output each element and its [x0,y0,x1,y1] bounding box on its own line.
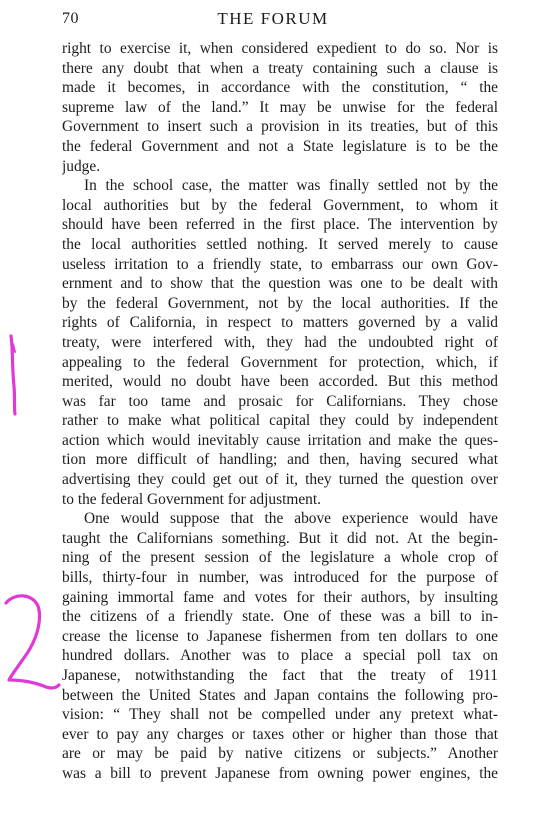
page-number: 70 [62,10,79,27]
text-line: tion more difficult of handling; and then, having secured what [62,451,498,469]
text-line: advertising they could get out of it, they turned the question over [62,471,498,489]
text-line: was far too tame and prosaic for Californians. They chose [62,392,498,410]
text-line: vision: “ They shall not be compelled under any pretext what- [62,706,498,724]
text-line: ever to pay any charges or taxes other or higher than those that [62,725,498,743]
text-line: supreme law of the land.” It may be unwise for the federal [62,98,498,116]
text-line: gaining immortal fame and votes for their authors, by insulting [62,588,498,606]
text-line: hundred dollars. Another was to place a special poll tax on [62,647,498,665]
text-line: to the federal Government for adjustment. [62,490,321,508]
text-line: action which would inevitably cause irritation and make the ques- [62,431,498,449]
text-line: Japanese, notwithstanding the fact that the treaty of 1911 [62,667,498,684]
text-line: taught the Californians something. But it did not. At the begin- [62,529,498,547]
text-line: the citizens of a friendly state. One of these was a bill to in- [62,608,498,626]
body-text [62,39,498,784]
text-line: merited, would no doubt have been accorded. But this method [62,373,498,391]
paragraph-first-line: In the school case, the matter was finally settled not by the [84,177,498,195]
text-line: the local authorities settled nothing. It served merely to cause [62,235,498,253]
text-line: between the United States and Japan contains the following pro- [62,686,498,704]
text-line: crease the license to Japanese fishermen from ten dollars to one [62,627,498,645]
text-line: judge. [62,157,101,175]
text-line: ernment and to show that the question was one to be dealt with [62,275,498,293]
text-line: rather to make what political capital they could by independent [62,412,498,430]
text-line: there any doubt that when a treaty containing such a clause is [62,59,498,77]
running-title: THE FORUM [217,9,329,28]
text-line: should have been referred in the first place. The intervention by [62,216,498,234]
text-line: Government to insert such a provision in its treaties, but of this [62,118,498,136]
text-line: useless irritation to a friendly state, to embarrass our own Gov- [62,255,498,273]
text-line: was a bill to prevent Japanese from owning power engines, the [62,764,498,782]
text-line: appealing to the federal Government for protection, which, if [62,353,498,371]
text-line: made it becomes, in accordance with the constitution, “ the [62,79,498,97]
text-line: rights of California, in respect to matters governed by a valid [62,314,498,332]
text-line: by the federal Government, not by the local authorities. If the [62,294,498,312]
text-line: treaty, were interfered with, they had the undoubted right of [62,333,498,351]
paragraph-first-line: One would suppose that the above experience would have [84,510,498,528]
text-line: right to exercise it, when considered expedient to do so. Nor is [62,40,498,57]
text-line: local authorities but by the federal Government, to whom it [62,196,498,214]
text-line: the federal Government and not a State legislature is to be the [62,137,498,155]
text-line: ning of the present session of the legislature a whole crop of [62,549,498,567]
text-line: are or may be paid by native citizens or subjects.” Another [62,745,498,763]
text-line: bills, thirty-four in number, was introduced for the purpose of [62,569,498,587]
